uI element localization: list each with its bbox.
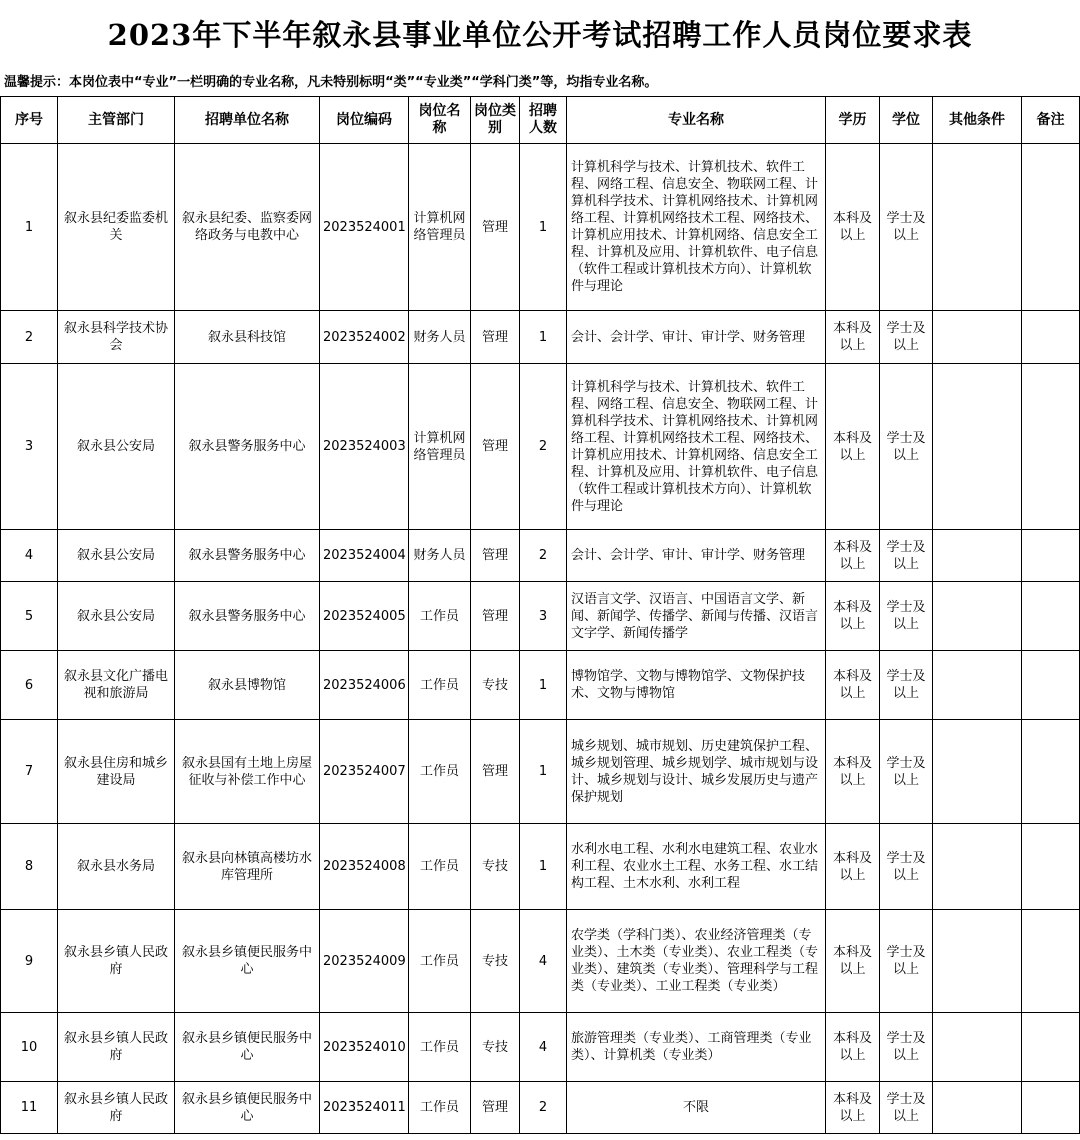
cell-degree: 学士及以上 [880,364,933,530]
cell-edu: 本科及以上 [826,910,880,1013]
cell-category: 专技 [471,910,520,1013]
cell-seq: 8 [1,824,58,910]
cell-major: 旅游管理类（专业类）、工商管理类（专业类）、计算机类（专业类） [567,1013,826,1082]
cell-count: 1 [520,720,567,824]
cell-code: 2023524003 [320,364,409,530]
cell-other [933,364,1022,530]
header-note: 备注 [1022,97,1080,144]
table-row [1,720,1080,824]
cell-degree: 学士及以上 [880,1082,933,1134]
cell-unit: 叙永县警务服务中心 [175,582,320,651]
cell-seq: 7 [1,720,58,824]
cell-dept: 叙永县公安局 [58,530,175,582]
cell-degree: 学士及以上 [880,824,933,910]
cell-major: 博物馆学、文物与博物馆学、文物保护技术、文物与博物馆 [567,651,826,720]
cell-edu: 本科及以上 [826,364,880,530]
table-header-row [1,97,1080,144]
header-code: 岗位编码 [320,97,409,144]
cell-count: 1 [520,311,567,364]
cell-post: 工作员 [409,582,471,651]
cell-dept: 叙永县科学技术协会 [58,311,175,364]
cell-category: 专技 [471,651,520,720]
cell-seq: 1 [1,144,58,311]
cell-major: 会计、会计学、审计、审计学、财务管理 [567,530,826,582]
table-row [1,910,1080,1013]
cell-other [933,582,1022,651]
header-other: 其他条件 [933,97,1022,144]
cell-post: 工作员 [409,1082,471,1134]
cell-note [1022,144,1080,311]
cell-unit: 叙永县科技馆 [175,311,320,364]
cell-major: 农学类（学科门类）、农业经济管理类（专业类）、土木类（专业类）、农业工程类（专业类）、建筑类（专业类）、管理科学与工程类（专业类）、工业工程类（专业类） [567,910,826,1013]
header-count: 招聘人数 [520,97,567,144]
cell-seq: 2 [1,311,58,364]
cell-post: 计算机网络管理员 [409,144,471,311]
cell-major: 不限 [567,1082,826,1134]
table-row [1,144,1080,311]
cell-code: 2023524007 [320,720,409,824]
cell-major: 计算机科学与技术、计算机技术、软件工程、网络工程、信息安全、物联网工程、计算机科学技术、计算机网络技术、计算机网络工程、计算机网络技术工程、网络技术、计算机应用技术、计算机网络、信息安全工程、计算机及应用、计算机软件、电子信息（软件工程或计算机技术方向）、计算机软件与理论 [567,364,826,530]
header-dept: 主管部门 [58,97,175,144]
cell-unit: 叙永县纪委、监察委网络政务与电教中心 [175,144,320,311]
cell-unit: 叙永县博物馆 [175,651,320,720]
cell-code: 2023524006 [320,651,409,720]
header-seq: 序号 [1,97,58,144]
cell-post: 工作员 [409,824,471,910]
cell-note [1022,910,1080,1013]
cell-seq: 10 [1,1013,58,1082]
cell-dept: 叙永县住房和城乡建设局 [58,720,175,824]
cell-category: 管理 [471,144,520,311]
cell-seq: 6 [1,651,58,720]
cell-note [1022,720,1080,824]
cell-degree: 学士及以上 [880,582,933,651]
cell-other [933,530,1022,582]
cell-category: 管理 [471,720,520,824]
cell-unit: 叙永县乡镇便民服务中心 [175,910,320,1013]
cell-count: 4 [520,910,567,1013]
cell-note [1022,311,1080,364]
cell-post: 财务人员 [409,530,471,582]
cell-other [933,1082,1022,1134]
cell-count: 1 [520,144,567,311]
cell-note [1022,582,1080,651]
cell-count: 3 [520,582,567,651]
header-unit: 招聘单位名称 [175,97,320,144]
cell-note [1022,364,1080,530]
cell-count: 1 [520,824,567,910]
cell-category: 专技 [471,824,520,910]
cell-seq: 4 [1,530,58,582]
cell-note [1022,824,1080,910]
cell-degree: 学士及以上 [880,720,933,824]
cell-code: 2023524009 [320,910,409,1013]
cell-degree: 学士及以上 [880,311,933,364]
table-row [1,582,1080,651]
cell-major: 水利水电工程、水利水电建筑工程、农业水利工程、农业水土工程、水务工程、水工结构工程、土木水利、水利工程 [567,824,826,910]
cell-dept: 叙永县乡镇人民政府 [58,910,175,1013]
table-row [1,651,1080,720]
cell-major: 城乡规划、城市规划、历史建筑保护工程、城乡规划管理、城乡规划学、城市规划与设计、城乡规划与设计、城乡发展历史与遗产保护规划 [567,720,826,824]
cell-note [1022,530,1080,582]
table-row [1,311,1080,364]
cell-category: 专技 [471,1013,520,1082]
cell-edu: 本科及以上 [826,144,880,311]
cell-post: 工作员 [409,910,471,1013]
cell-count: 2 [520,530,567,582]
cell-count: 2 [520,364,567,530]
table-row [1,1082,1080,1134]
cell-note [1022,651,1080,720]
header-major: 专业名称 [567,97,826,144]
cell-edu: 本科及以上 [826,582,880,651]
cell-other [933,651,1022,720]
cell-post: 工作员 [409,720,471,824]
cell-edu: 本科及以上 [826,530,880,582]
cell-code: 2023524005 [320,582,409,651]
cell-unit: 叙永县警务服务中心 [175,364,320,530]
cell-other [933,1013,1022,1082]
cell-code: 2023524002 [320,311,409,364]
cell-dept: 叙永县纪委监委机关 [58,144,175,311]
cell-dept: 叙永县乡镇人民政府 [58,1013,175,1082]
cell-note [1022,1013,1080,1082]
cell-code: 2023524004 [320,530,409,582]
cell-count: 2 [520,1082,567,1134]
cell-other [933,824,1022,910]
cell-edu: 本科及以上 [826,824,880,910]
cell-category: 管理 [471,311,520,364]
cell-other [933,311,1022,364]
header-post: 岗位名称 [409,97,471,144]
cell-edu: 本科及以上 [826,720,880,824]
cell-post: 计算机网络管理员 [409,364,471,530]
cell-note [1022,1082,1080,1134]
cell-seq: 5 [1,582,58,651]
notice-text: 温馨提示：本岗位表中“专业”一栏明确的专业名称，凡未特别标明“类”“专业类”“学科门类”等，均指专业名称。 [4,75,658,90]
cell-category: 管理 [471,530,520,582]
cell-category: 管理 [471,364,520,530]
cell-post: 工作员 [409,1013,471,1082]
page-title: 2023年下半年叙永县事业单位公开考试招聘工作人员岗位要求表 [107,18,973,52]
cell-dept: 叙永县乡镇人民政府 [58,1082,175,1134]
cell-other [933,720,1022,824]
cell-code: 2023524011 [320,1082,409,1134]
cell-code: 2023524010 [320,1013,409,1082]
cell-degree: 学士及以上 [880,144,933,311]
cell-seq: 3 [1,364,58,530]
job-requirements-table [0,96,1080,1134]
cell-degree: 学士及以上 [880,1013,933,1082]
header-edu: 学历 [826,97,880,144]
cell-count: 1 [520,651,567,720]
cell-edu: 本科及以上 [826,651,880,720]
cell-degree: 学士及以上 [880,530,933,582]
cell-dept: 叙永县文化广播电视和旅游局 [58,651,175,720]
table-row [1,530,1080,582]
cell-edu: 本科及以上 [826,1013,880,1082]
cell-unit: 叙永县向林镇高楼坊水库管理所 [175,824,320,910]
cell-major: 计算机科学与技术、计算机技术、软件工程、网络工程、信息安全、物联网工程、计算机科学技术、计算机网络技术、计算机网络工程、计算机网络技术工程、网络技术、计算机应用技术、计算机网络、信息安全工程、计算机及应用、计算机软件、电子信息（软件工程或计算机技术方向）、计算机软件与理论 [567,144,826,311]
cell-unit: 叙永县国有土地上房屋征收与补偿工作中心 [175,720,320,824]
cell-major: 会计、会计学、审计、审计学、财务管理 [567,311,826,364]
cell-category: 管理 [471,582,520,651]
header-degree: 学位 [880,97,933,144]
cell-edu: 本科及以上 [826,311,880,364]
cell-other [933,910,1022,1013]
table-row [1,824,1080,910]
table-row [1,1013,1080,1082]
cell-degree: 学士及以上 [880,910,933,1013]
cell-major: 汉语言文学、汉语言、中国语言文学、新闻、新闻学、传播学、新闻与传播、汉语言文字学、新闻传播学 [567,582,826,651]
cell-post: 财务人员 [409,311,471,364]
cell-unit: 叙永县警务服务中心 [175,530,320,582]
cell-dept: 叙永县公安局 [58,582,175,651]
cell-unit: 叙永县乡镇便民服务中心 [175,1013,320,1082]
cell-degree: 学士及以上 [880,651,933,720]
cell-post: 工作员 [409,651,471,720]
cell-code: 2023524001 [320,144,409,311]
cell-other [933,144,1022,311]
cell-seq: 9 [1,910,58,1013]
cell-seq: 11 [1,1082,58,1134]
header-category: 岗位类别 [471,97,520,144]
cell-dept: 叙永县水务局 [58,824,175,910]
cell-category: 管理 [471,1082,520,1134]
cell-dept: 叙永县公安局 [58,364,175,530]
table-row [1,364,1080,530]
cell-code: 2023524008 [320,824,409,910]
cell-edu: 本科及以上 [826,1082,880,1134]
cell-unit: 叙永县乡镇便民服务中心 [175,1082,320,1134]
cell-count: 4 [520,1013,567,1082]
